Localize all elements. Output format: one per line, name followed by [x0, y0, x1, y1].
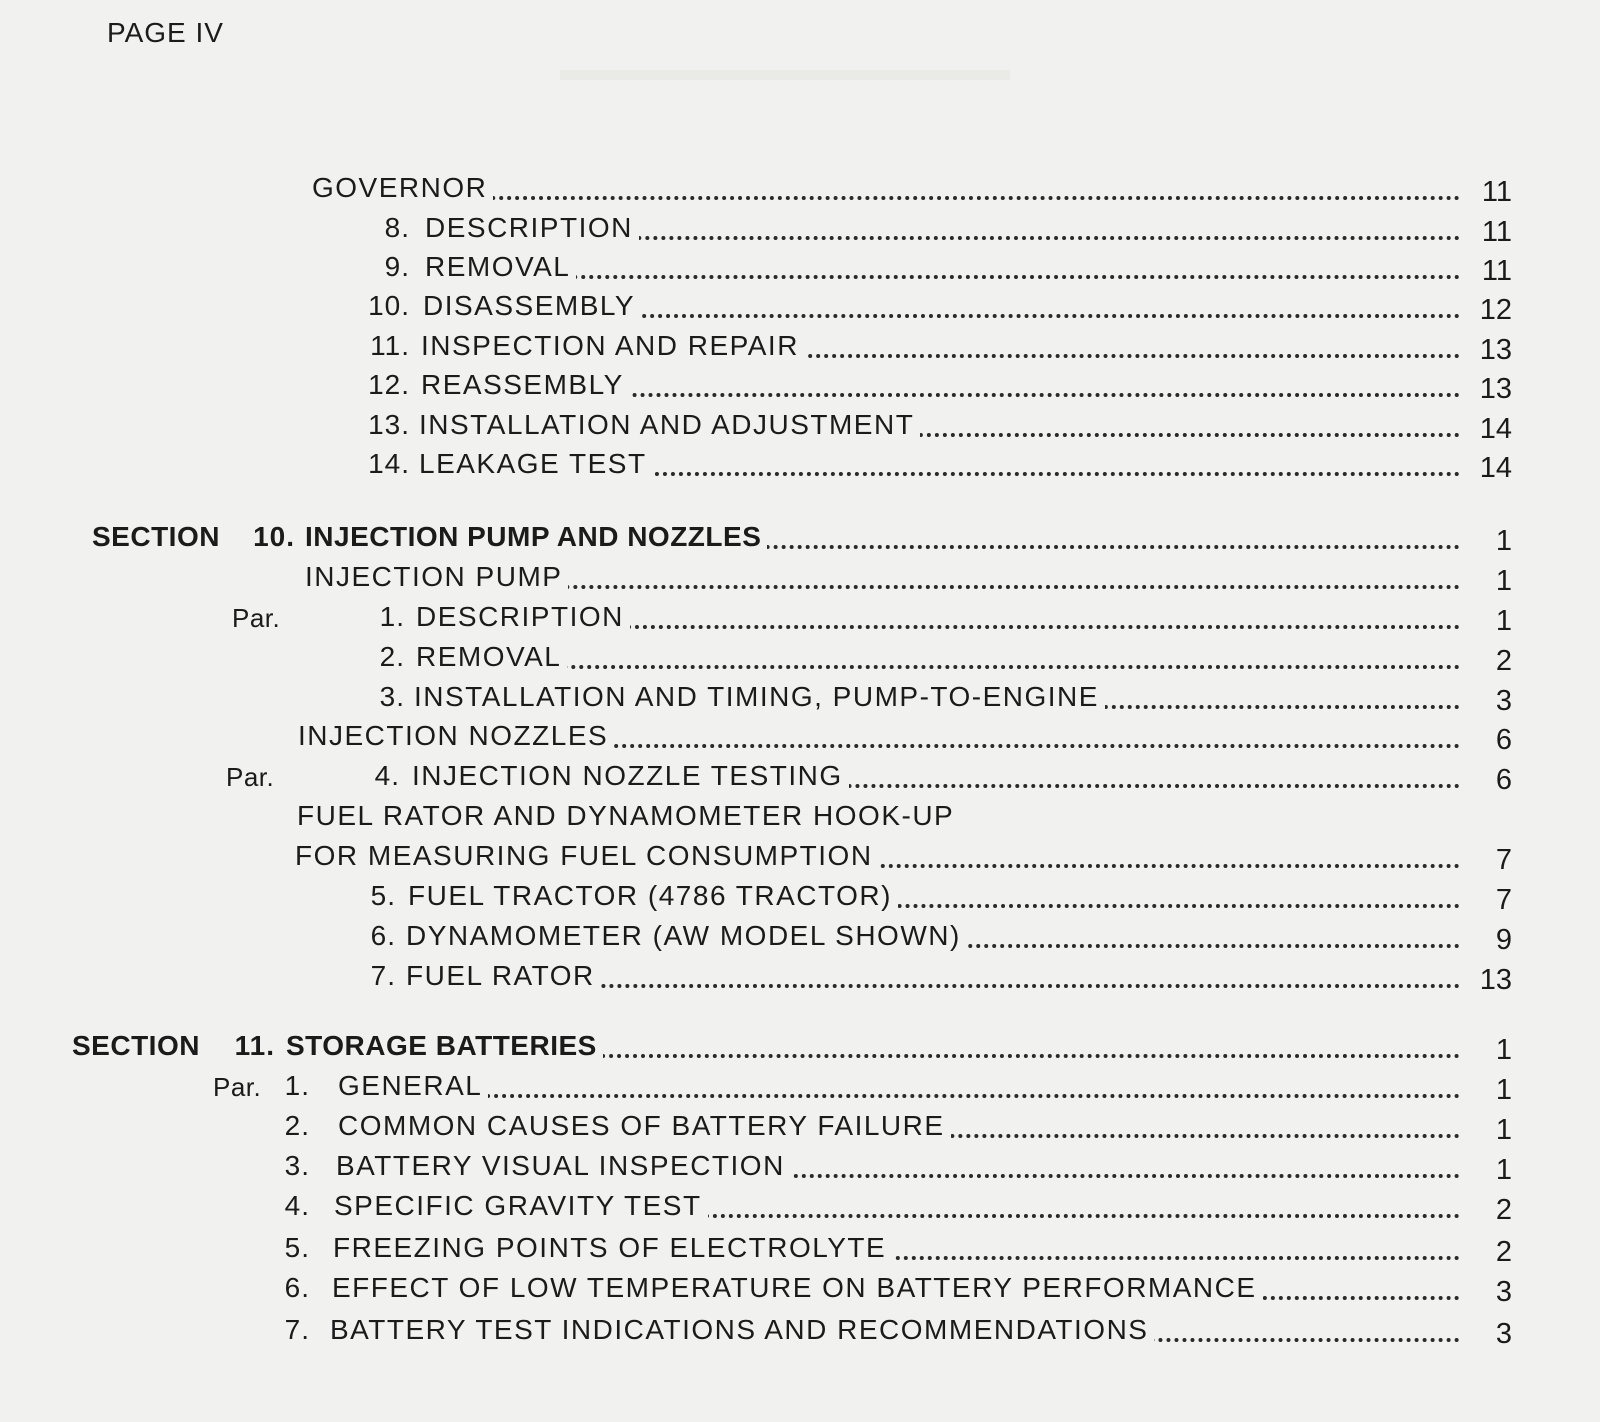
entry-title: COMMON CAUSES OF BATTERY FAILURE	[338, 1110, 951, 1142]
dot-leader	[436, 663, 1460, 669]
page-number: 13	[1479, 334, 1512, 366]
entry-number: 6.	[284, 1272, 310, 1303]
par-label: Par.	[213, 1072, 262, 1102]
toc-entry-row	[0, 290, 1600, 324]
entry-number: 1.	[379, 601, 405, 632]
entry-number: 5.	[370, 880, 396, 911]
par-label: Par.	[226, 762, 275, 792]
entry-number: 4.	[374, 760, 400, 791]
entry-title: REMOVAL	[416, 641, 567, 673]
bleed-through-texture	[560, 30, 1010, 80]
entry-number: 2.	[284, 1110, 310, 1141]
page-number: 6	[1495, 764, 1512, 796]
entry-title: DYNAMOMETER (AW MODEL SHOWN)	[406, 920, 967, 952]
entry-number: 11.	[234, 1030, 275, 1061]
section-label: SECTION	[72, 1030, 200, 1061]
entry-number: 8.	[384, 212, 410, 243]
section-heading-row	[0, 1030, 1600, 1064]
page-number: 2	[1495, 645, 1512, 677]
entry-number: 3.	[379, 681, 405, 712]
toc-entry-row	[0, 448, 1600, 482]
entry-number: 4.	[284, 1190, 310, 1221]
toc-entry-row	[0, 1070, 1600, 1104]
entry-number: 1.	[284, 1070, 310, 1101]
page-number: 7	[1495, 844, 1512, 876]
toc-entry-row	[0, 720, 1600, 754]
toc-entry-row	[0, 960, 1600, 994]
toc-entry-row	[0, 1190, 1600, 1224]
toc-entry-row	[0, 681, 1600, 715]
section-label: SECTION	[92, 521, 220, 552]
toc-entry-row	[0, 369, 1600, 403]
toc-entry-row	[0, 1110, 1600, 1144]
entry-title: INJECTION PUMP	[305, 561, 568, 593]
page-number: 3	[1495, 1276, 1512, 1308]
entry-number: 14.	[368, 448, 410, 479]
entry-title: FUEL TRACTOR (4786 TRACTOR)	[408, 880, 898, 912]
toc-entry-row	[0, 840, 1600, 874]
entry-title: INSTALLATION AND TIMING, PUMP-TO-ENGINE	[414, 681, 1105, 713]
page-number: 3	[1495, 1318, 1512, 1350]
toc-entry-row	[0, 1150, 1600, 1184]
page-number: 13	[1479, 964, 1512, 996]
entry-number: 7.	[284, 1314, 310, 1345]
page-number: 13	[1479, 373, 1512, 405]
dot-leader	[358, 1092, 1460, 1098]
entry-title: GOVERNOR	[312, 172, 493, 204]
page-number: 1	[1495, 1074, 1512, 1106]
section-heading-row	[0, 521, 1600, 555]
page-number: 1	[1495, 525, 1512, 557]
page-number: 7	[1495, 884, 1512, 916]
toc-entry-row	[0, 920, 1600, 954]
toc-entry-row	[0, 880, 1600, 914]
toc-entry-row	[0, 251, 1600, 285]
page-number: 1	[1495, 1034, 1512, 1066]
entry-title: LEAKAGE TEST	[419, 448, 653, 480]
page-number: 3	[1495, 685, 1512, 717]
page-number: 1	[1495, 605, 1512, 637]
entry-number: 6.	[370, 920, 396, 951]
entry-title: FUEL RATOR	[406, 960, 601, 992]
page-number: 2	[1495, 1236, 1512, 1268]
entry-number: 10.	[368, 290, 410, 321]
page-number: 9	[1495, 924, 1512, 956]
entry-number: 7.	[370, 960, 396, 991]
toc-entry-row	[0, 212, 1600, 246]
entry-title: BATTERY TEST INDICATIONS AND RECOMMENDATIONS	[330, 1314, 1154, 1346]
toc-entry-row	[0, 1314, 1600, 1348]
page-number: 11	[1481, 216, 1512, 248]
entry-title: SPECIFIC GRAVITY TEST	[334, 1190, 708, 1222]
toc-entry-row	[0, 561, 1600, 595]
toc-entry-row	[0, 330, 1600, 364]
page-number: 11	[1481, 176, 1512, 208]
page-number: 12	[1479, 294, 1512, 326]
entry-number: 9.	[384, 251, 410, 282]
entry-title: DESCRIPTION	[416, 601, 630, 633]
entry-number: 11.	[370, 330, 410, 361]
entry-title: INSTALLATION AND ADJUSTMENT	[419, 409, 920, 441]
entry-title: INJECTION PUMP AND NOZZLES	[305, 521, 767, 553]
page-number: 1	[1495, 1114, 1512, 1146]
page-number: 11	[1481, 255, 1512, 287]
page-number: 1	[1495, 565, 1512, 597]
page-number: 14	[1479, 452, 1512, 484]
entry-title: REASSEMBLY	[421, 369, 630, 401]
entry-title: EFFECT OF LOW TEMPERATURE ON BATTERY PERFORMANCE	[332, 1272, 1263, 1304]
entry-title: INJECTION NOZZLES	[298, 720, 614, 752]
entry-title: INJECTION NOZZLE TESTING	[412, 760, 849, 792]
toc-entry-row	[0, 1272, 1600, 1306]
entry-title: FREEZING POINTS OF ELECTROLYTE	[333, 1232, 892, 1264]
dot-leader	[332, 194, 1460, 200]
toc-entry-row	[0, 601, 1600, 635]
par-label: Par.	[232, 603, 281, 633]
entry-title: DISASSEMBLY	[423, 290, 641, 322]
entry-number: 3.	[284, 1150, 310, 1181]
page-number: 1	[1495, 1154, 1512, 1186]
entry-title: GENERAL	[338, 1070, 488, 1102]
entry-number: 5.	[284, 1232, 310, 1263]
entry-title: INSPECTION AND REPAIR	[421, 330, 805, 362]
entry-number: 10.	[253, 521, 295, 552]
entry-title: DESCRIPTION	[425, 212, 639, 244]
toc-entry-row	[0, 1232, 1600, 1266]
toc-entry-row	[0, 172, 1600, 206]
toc-entry-row	[0, 760, 1600, 794]
page-number: 6	[1495, 724, 1512, 756]
entry-title: BATTERY VISUAL INSPECTION	[336, 1150, 791, 1182]
entry-title: FOR MEASURING FUEL CONSUMPTION	[295, 840, 879, 872]
entry-number: 12.	[368, 369, 410, 400]
toc-entry-row	[0, 641, 1600, 675]
page-header: PAGE IV	[107, 17, 224, 48]
toc-entry-row	[0, 800, 1600, 834]
entry-title: REMOVAL	[425, 251, 576, 283]
toc-entry-row	[0, 409, 1600, 443]
entry-number: 13.	[368, 409, 410, 440]
entry-title: STORAGE BATTERIES	[286, 1030, 603, 1062]
entry-number: 2.	[379, 641, 405, 672]
page-number: 14	[1479, 413, 1512, 445]
entry-title: FUEL RATOR AND DYNAMOMETER HOOK-UP	[297, 800, 960, 832]
page-number: 2	[1495, 1194, 1512, 1226]
dot-leader	[445, 273, 1460, 279]
